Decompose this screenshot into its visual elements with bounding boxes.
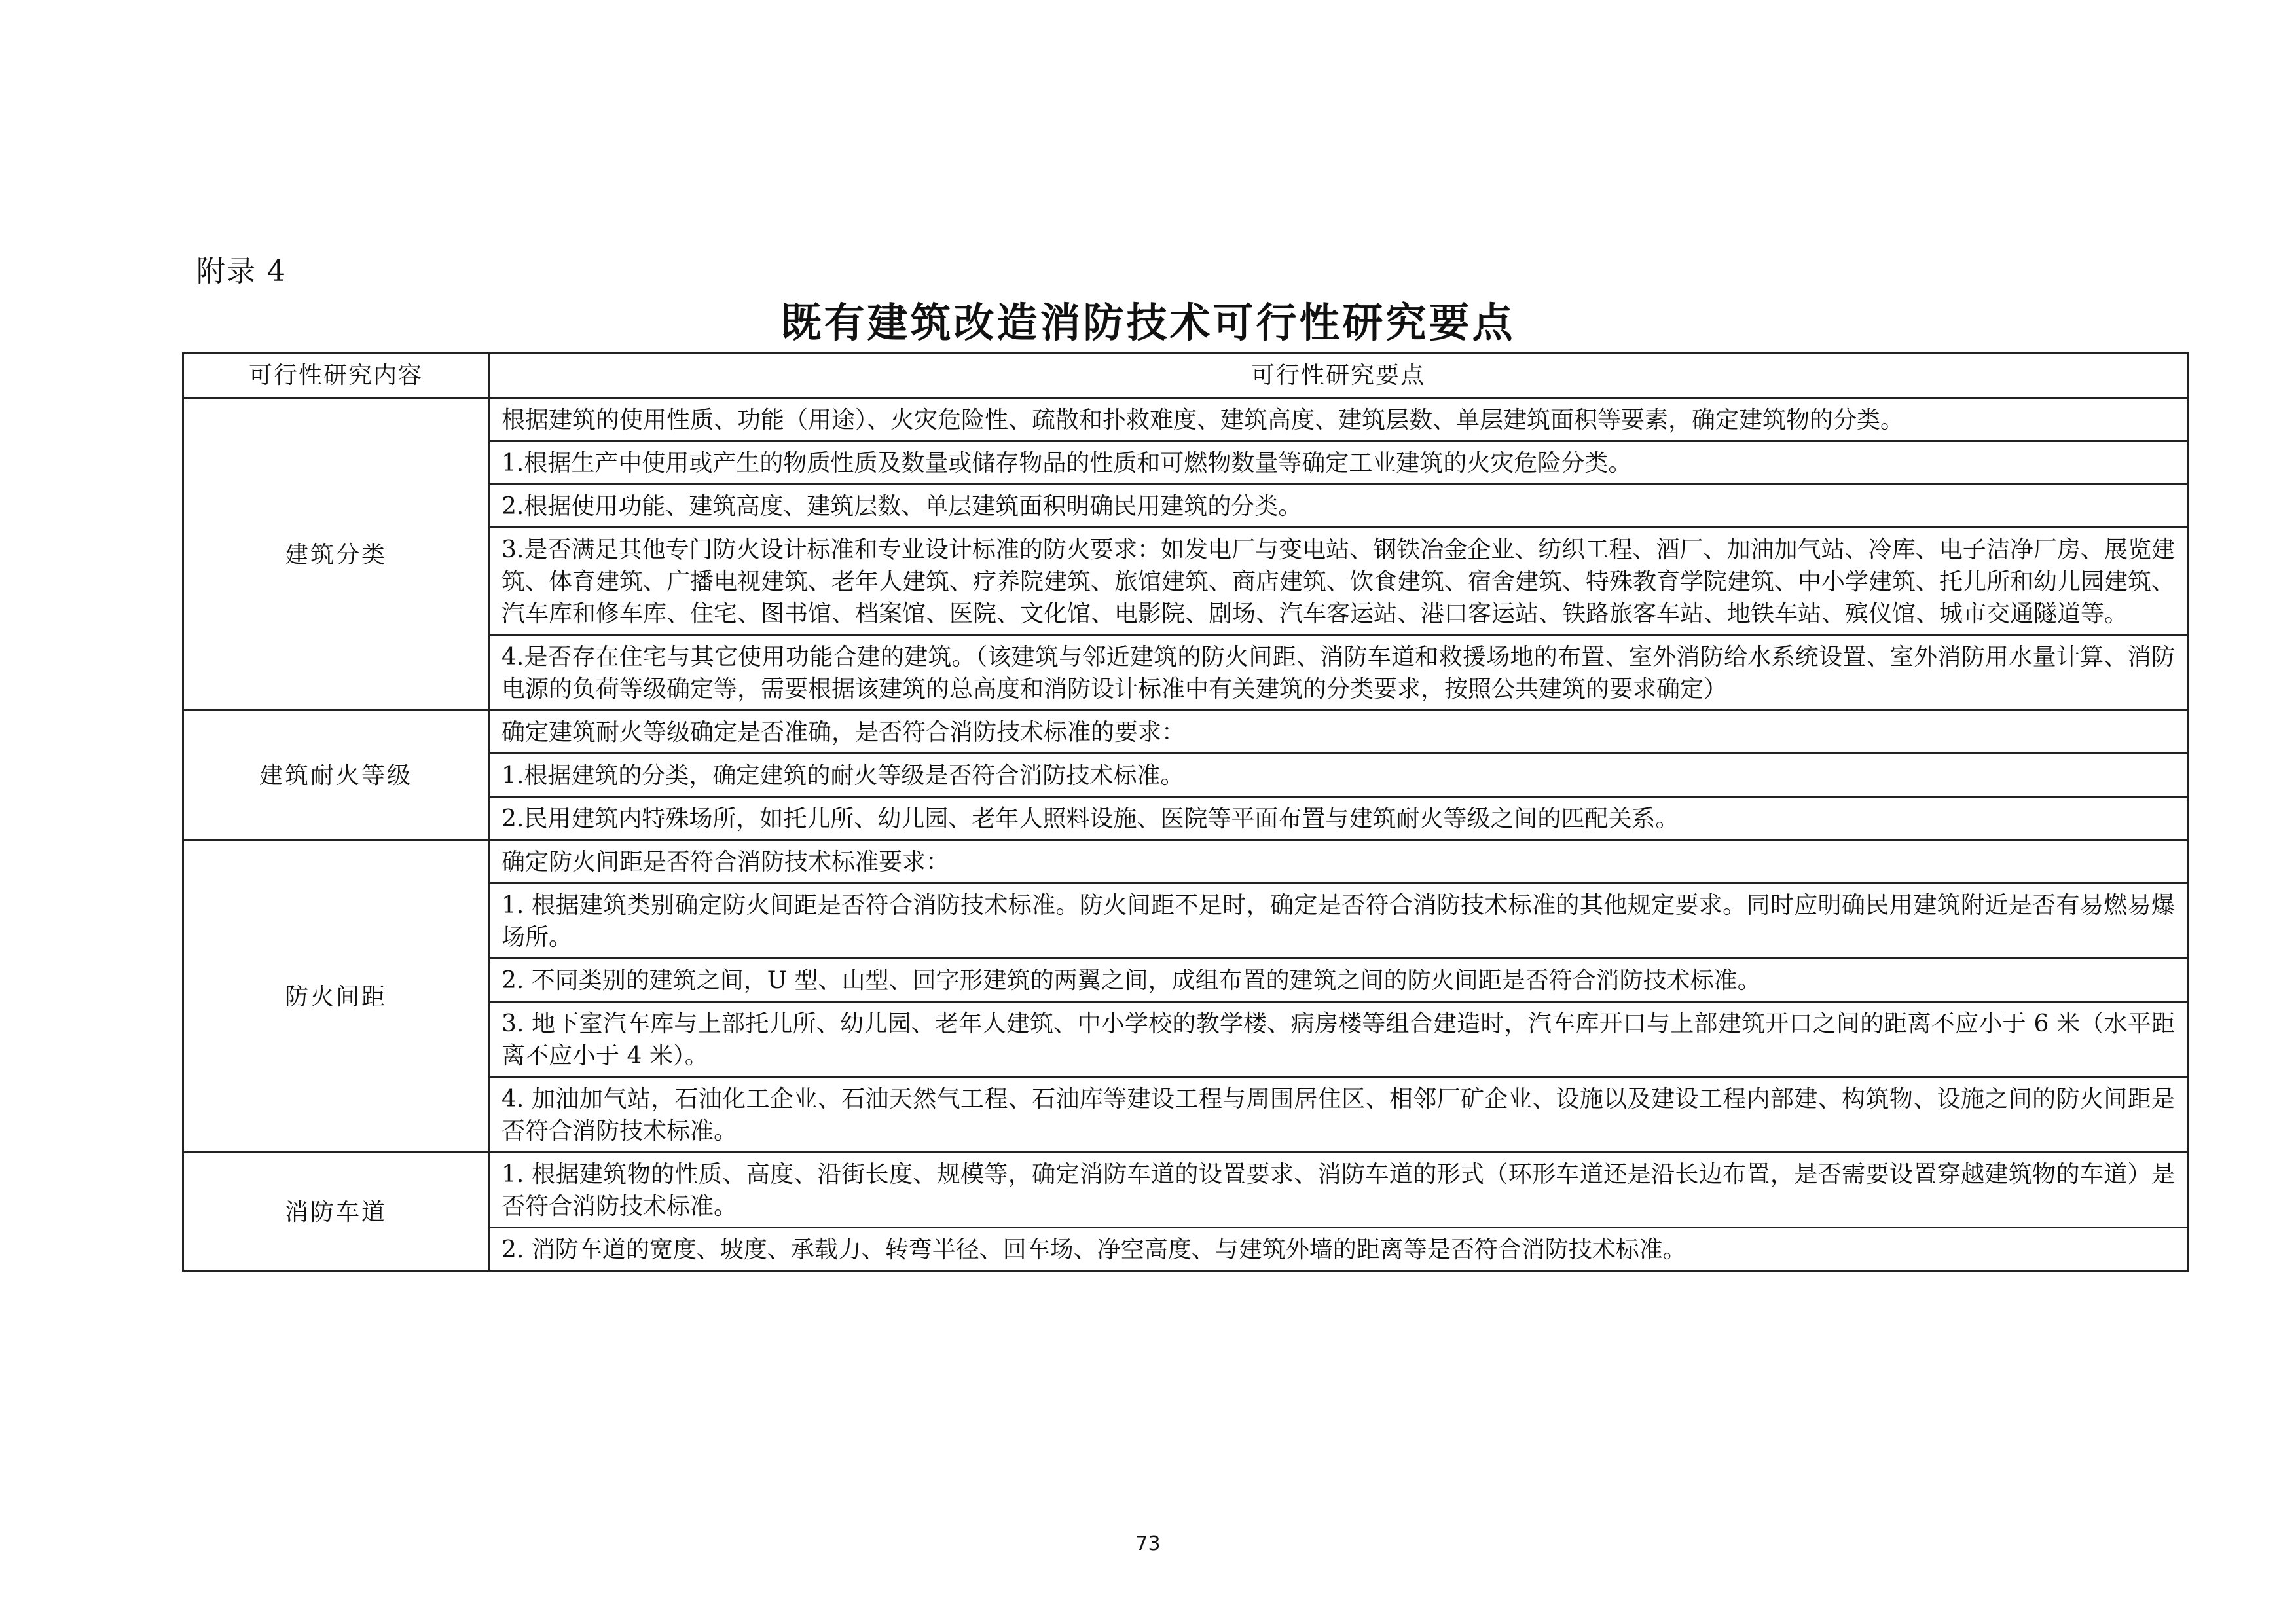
category-building-classification: 建筑分类: [183, 398, 489, 710]
point-cell: 2.根据使用功能、建筑高度、建筑层数、单层建筑面积明确民用建筑的分类。: [489, 485, 2188, 528]
point-cell: 2.民用建筑内特殊场所，如托儿所、幼儿园、老年人照料设施、医院等平面布置与建筑耐火等级之间的匹配关系。: [489, 797, 2188, 840]
point-cell: 3. 地下室汽车库与上部托儿所、幼儿园、老年人建筑、中小学校的教学楼、病房楼等组合建造时，汽车库开口与上部建筑开口之间的距离不应小于 6 米（水平距离不应小于 4 米）。: [489, 1002, 2188, 1077]
point-cell: 1.根据建筑的分类，确定建筑的耐火等级是否符合消防技术标准。: [489, 754, 2188, 797]
category-fire-separation-distance: 防火间距: [183, 840, 489, 1153]
table-row: [183, 398, 2188, 441]
point-cell: 1.根据生产中使用或产生的物质性质及数量或储存物品的性质和可燃物数量等确定工业建筑的火灾危险分类。: [489, 441, 2188, 485]
point-cell: 4.是否存在住宅与其它使用功能合建的建筑。（该建筑与邻近建筑的防火间距、消防车道和救援场地的布置、室外消防给水系统设置、室外消防用水量计算、消防电源的负荷等级确定等，需要根据该建筑的总高度和消防设计标准中有关建筑的分类要求，按照公共建筑的要求确定）: [489, 635, 2188, 710]
header-content: 可行性研究内容: [183, 354, 489, 398]
table-row: [183, 710, 2188, 754]
table-row: [183, 1153, 2188, 1228]
point-cell: 确定建筑耐火等级确定是否准确，是否符合消防技术标准的要求：: [489, 710, 2188, 754]
page-number: 73: [1135, 1532, 1161, 1555]
point-cell: 4. 加油加气站，石油化工企业、石油天然气工程、石油库等建设工程与周围居住区、相邻厂矿企业、设施以及建设工程内部建、构筑物、设施之间的防火间距是否符合消防技术标准。: [489, 1077, 2188, 1153]
table-row: [183, 840, 2188, 883]
point-cell: 确定防火间距是否符合消防技术标准要求：: [489, 840, 2188, 883]
header-key-points: 可行性研究要点: [489, 354, 2188, 398]
point-cell: 2. 不同类别的建筑之间，U 型、山型、回字形建筑的两翼之间，成组布置的建筑之间的防火间距是否符合消防技术标准。: [489, 959, 2188, 1002]
category-fire-lane: 消防车道: [183, 1153, 489, 1271]
document-title: 既有建筑改造消防技术可行性研究要点: [780, 299, 1516, 346]
point-cell: 1. 根据建筑类别确定防火间距是否符合消防技术标准。防火间距不足时，确定是否符合消防技术标准的其他规定要求。同时应明确民用建筑附近是否有易燃易爆场所。: [489, 883, 2188, 959]
category-fire-resistance-rating: 建筑耐火等级: [183, 710, 489, 840]
point-cell: 3.是否满足其他专门防火设计标准和专业设计标准的防火要求：如发电厂与变电站、钢铁冶金企业、纺织工程、酒厂、加油加气站、冷库、电子洁净厂房、展览建筑、体育建筑、广播电视建筑、老年人建筑、疗养院建筑、旅馆建筑、商店建筑、饮食建筑、宿舍建筑、特殊教育学院建筑、中小学建筑、托儿所和幼儿园建筑、汽车库和修车库、住宅、图书馆、档案馆、医院、文化馆、电影院、剧场、汽车客运站、港口客运站、铁路旅客车站、地铁车站、殡仪馆、城市交通隧道等。: [489, 528, 2188, 635]
appendix-label: 附录 4: [196, 255, 287, 288]
table-header-row: [183, 354, 2188, 398]
point-cell: 1. 根据建筑物的性质、高度、沿街长度、规模等，确定消防车道的设置要求、消防车道的形式（环形车道还是沿长边布置，是否需要设置穿越建筑物的车道）是否符合消防技术标准。: [489, 1153, 2188, 1228]
point-cell: 根据建筑的使用性质、功能（用途）、火灾危险性、疏散和扑救难度、建筑高度、建筑层数、单层建筑面积等要素，确定建筑物的分类。: [489, 398, 2188, 441]
point-cell: 2. 消防车道的宽度、坡度、承载力、转弯半径、回车场、净空高度、与建筑外墙的距离等是否符合消防技术标准。: [489, 1228, 2188, 1271]
feasibility-table: [182, 352, 2189, 1272]
